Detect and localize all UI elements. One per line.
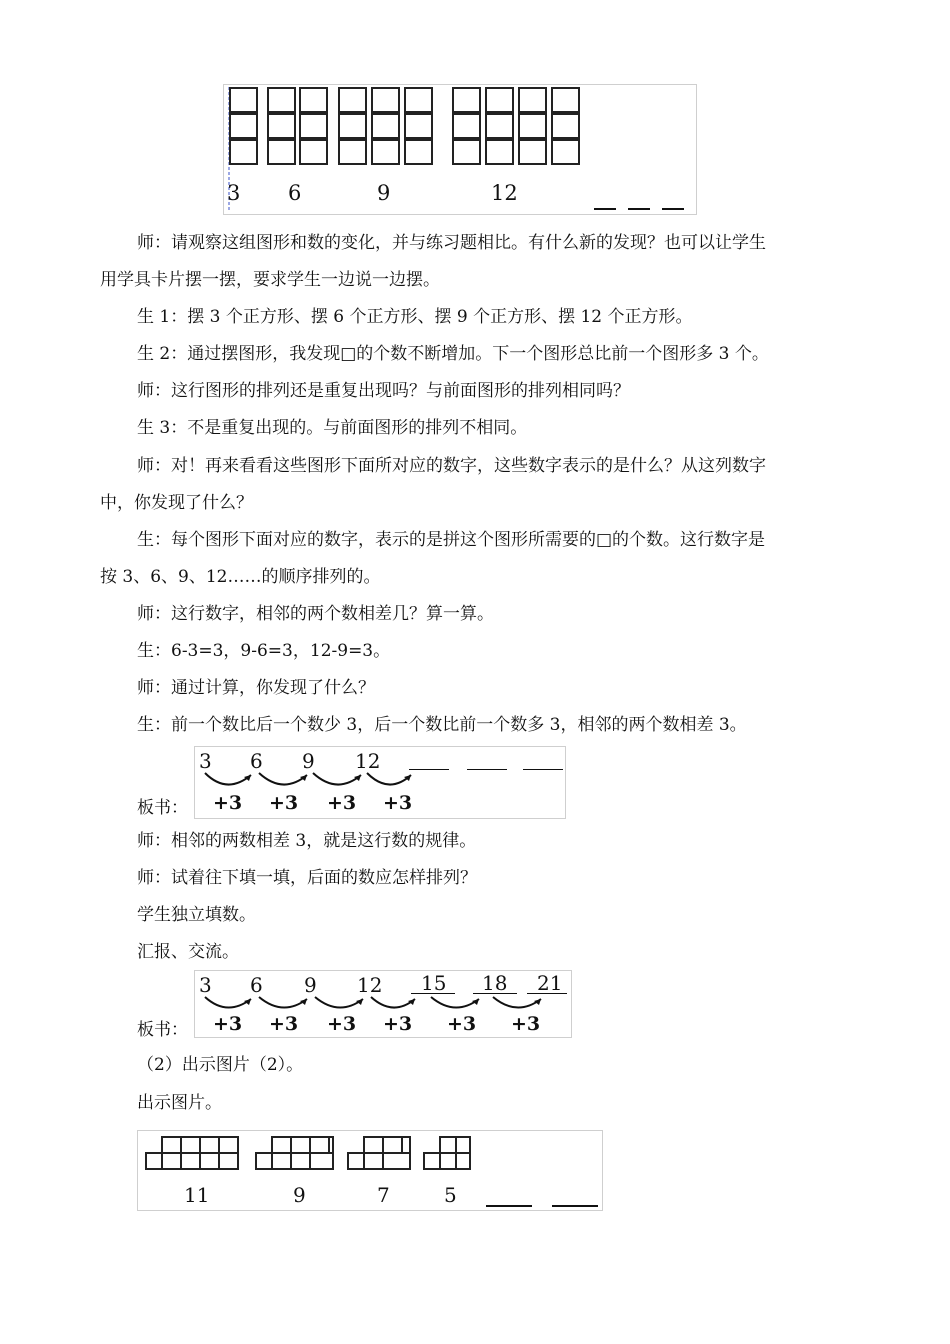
step-arcs	[195, 747, 565, 818]
step-label: +3	[269, 1013, 299, 1035]
paragraph	[137, 410, 897, 447]
step-label: +3	[327, 792, 357, 814]
figure1-number: 9	[377, 181, 391, 205]
paragraph-line: 用学具卡片摆一摆，要求学生一边说一边摆。	[100, 270, 440, 290]
paragraph-line: 生 3：不是重复出现的。与前面图形的排列不相同。	[137, 418, 528, 438]
paragraph-line: 生：每个图形下面对应的数字，表示的是拼这个图形所需要的□的个数。这行数字是	[137, 530, 766, 550]
figure1-number: 12	[491, 181, 518, 205]
paragraph-line: 学生独立填数。	[137, 905, 256, 925]
figure1-number: 3	[227, 181, 241, 205]
paragraph	[137, 373, 897, 410]
figure2-number: 11	[184, 1183, 210, 1207]
step-label: +3	[447, 1013, 477, 1035]
answer-blank	[552, 1205, 598, 1207]
figure1-number: 6	[288, 181, 302, 205]
answer-blank	[628, 208, 650, 210]
board-label: 板书：	[137, 1020, 188, 1040]
sequence-number: 6	[250, 973, 263, 997]
paragraph-line: 师：对！再来看看这些图形下面所对应的数字，这些数字表示的是什么？从这列数字	[137, 456, 766, 476]
step-label: +3	[327, 1013, 357, 1035]
paragraph	[137, 707, 897, 744]
paragraph	[137, 897, 897, 934]
paragraph-line: 出示图片。	[137, 1093, 222, 1113]
paragraph-line: 师：相邻的两数相差 3，就是这行数的规律。	[137, 831, 477, 851]
paragraph-line: （2）出示图片（2）。	[137, 1055, 304, 1075]
board-sequence-2	[194, 970, 572, 1038]
paragraph	[137, 1085, 897, 1122]
paragraph	[137, 596, 897, 633]
step-label: +3	[383, 1013, 413, 1035]
sequence-number: 15	[421, 971, 447, 995]
paragraph-line: 生：前一个数比后一个数少 3，后一个数比前一个数多 3，相邻的两个数相差 3。	[137, 715, 747, 735]
sequence-number: 12	[355, 749, 381, 773]
paragraph-line: 师：试着往下填一填，后面的数应怎样排列？	[137, 868, 477, 888]
answer-blank	[594, 208, 616, 210]
step-label: +3	[213, 792, 243, 814]
paragraph-line: 师：这行数字，相邻的两个数相差几？算一算。	[137, 604, 494, 624]
paragraph-line: 师：通过计算，你发现了什么？	[137, 678, 375, 698]
paragraph	[137, 823, 897, 860]
step-label: +3	[511, 1013, 541, 1035]
paragraph	[137, 336, 897, 373]
sequence-number: 3	[199, 749, 212, 773]
paragraph-line: 生 1：摆 3 个正方形、摆 6 个正方形、摆 9 个正方形、摆 12 个正方形。	[137, 307, 693, 327]
sequence-number: 21	[537, 971, 563, 995]
board-sequence-1	[194, 746, 566, 819]
paragraph	[100, 225, 897, 299]
paragraph	[100, 522, 897, 596]
paragraph	[137, 670, 897, 707]
figure-square-columns	[223, 84, 697, 215]
paragraph	[137, 934, 897, 971]
step-label: +3	[269, 792, 299, 814]
figure-square-strips	[137, 1130, 603, 1211]
paragraph	[137, 860, 897, 897]
answer-blank	[662, 208, 684, 210]
step-label: +3	[213, 1013, 243, 1035]
answer-blank	[486, 1205, 532, 1207]
paragraph-line: 生 2：通过摆图形，我发现□的个数不断增加。下一个图形总比前一个图形多 3 个。	[137, 344, 769, 364]
step-label: +3	[383, 792, 413, 814]
sequence-number: 6	[250, 749, 263, 773]
figure2-number: 5	[444, 1183, 457, 1207]
paragraph-line: 生：6-3=3，9-6=3，12-9=3。	[137, 641, 391, 661]
paragraph	[137, 633, 897, 670]
paragraph-line: 按 3、6、9、12……的顺序排列的。	[100, 567, 381, 587]
sequence-number: 9	[304, 973, 317, 997]
paragraph	[137, 299, 897, 336]
paragraph-line: 师：这行图形的排列还是重复出现吗？与前面图形的排列相同吗？	[137, 381, 630, 401]
paragraph-line: 汇报、交流。	[137, 942, 239, 962]
sequence-number: 3	[199, 973, 212, 997]
sequence-number: 12	[357, 973, 383, 997]
sequence-number: 18	[482, 971, 508, 995]
sequence-number: 9	[302, 749, 315, 773]
figure2-number: 7	[377, 1183, 390, 1207]
board-label: 板书：	[137, 798, 188, 818]
paragraph	[100, 448, 897, 522]
figure2-number: 9	[293, 1183, 306, 1207]
paragraph-line: 师：请观察这组图形和数的变化，并与练习题相比。有什么新的发现？也可以让学生	[137, 233, 766, 253]
paragraph	[137, 1047, 897, 1084]
paragraph-line: 中，你发现了什么？	[100, 493, 253, 513]
